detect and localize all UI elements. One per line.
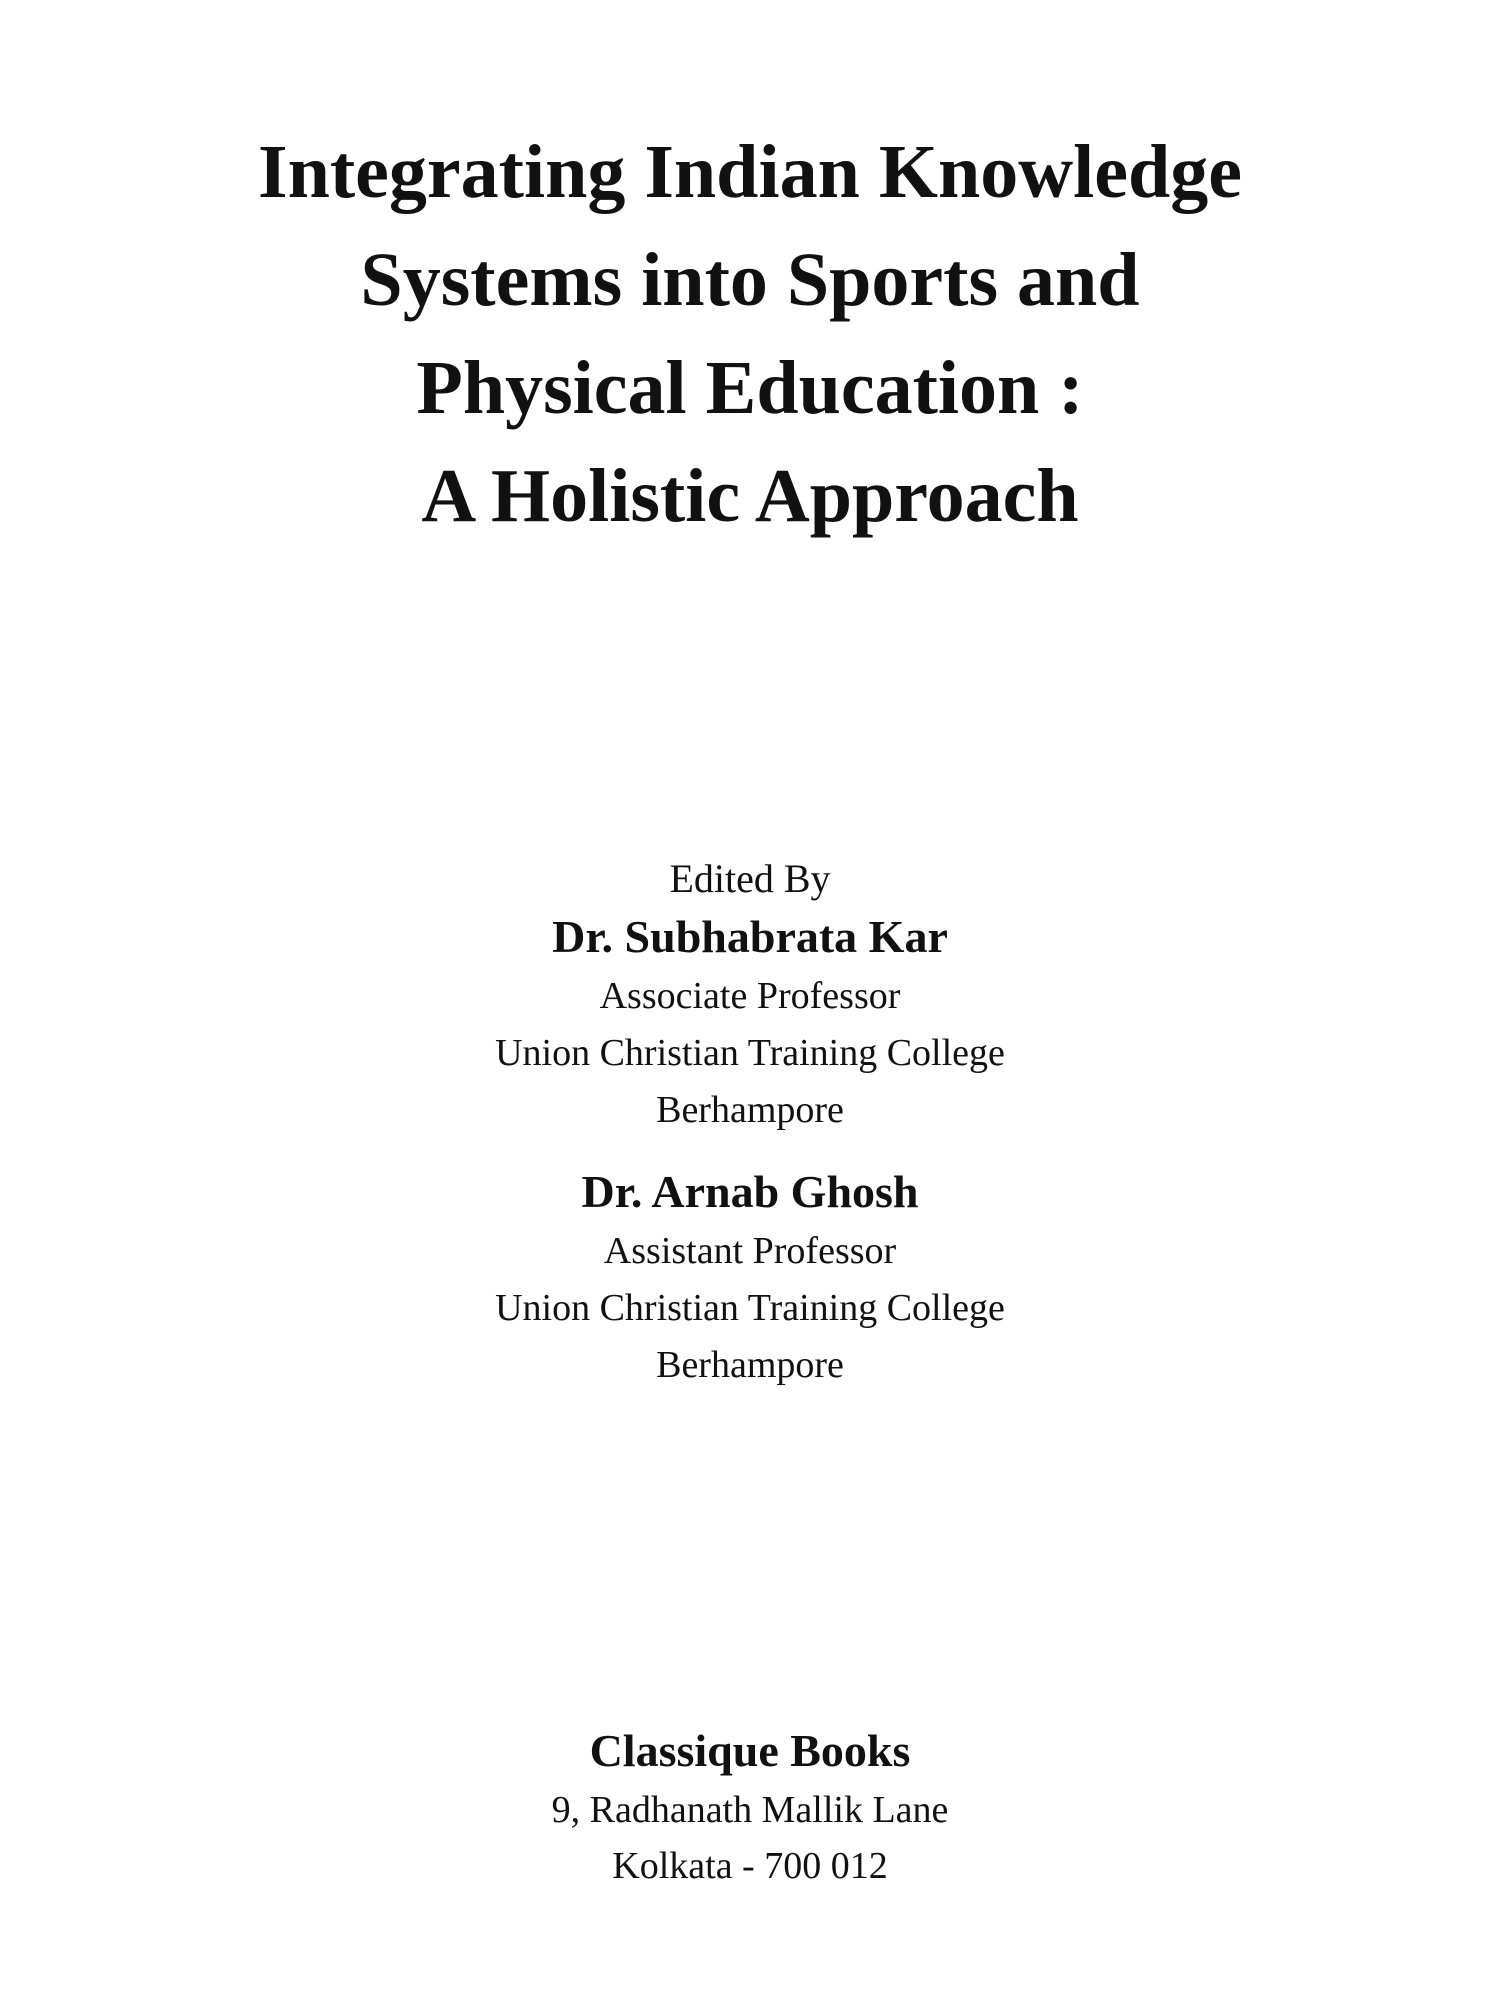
publisher-address-line: 9, Radhanath Mallik Lane: [551, 1789, 949, 1831]
edited-by-label: Edited By: [669, 856, 831, 901]
editor-institution: Union Christian Training College: [495, 1032, 1005, 1074]
editor-entry: [0, 906, 1500, 1139]
title-line: Integrating Indian Knowledge: [258, 130, 1242, 214]
editor-entry: [0, 1161, 1500, 1394]
editor-name: Dr. Arnab Ghosh: [581, 1166, 919, 1217]
editor-name: Dr. Subhabrata Kar: [552, 911, 948, 962]
editor-city: Berhampore: [656, 1344, 844, 1386]
editor-city: Berhampore: [656, 1089, 844, 1131]
editor-position: Associate Professor: [599, 975, 901, 1017]
title-line: Physical Education :: [416, 346, 1084, 430]
publisher-city-line: Kolkata - 700 012: [612, 1845, 888, 1887]
publisher-section: [0, 1720, 1500, 1894]
editor-institution: Union Christian Training College: [495, 1287, 1005, 1329]
title-line: A Holistic Approach: [421, 454, 1079, 538]
book-title: [0, 118, 1500, 550]
editor-position: Assistant Professor: [603, 1230, 897, 1272]
publisher-name: Classique Books: [589, 1725, 911, 1776]
editors-section: [0, 852, 1500, 1394]
title-line: Systems into Sports and: [360, 238, 1140, 322]
